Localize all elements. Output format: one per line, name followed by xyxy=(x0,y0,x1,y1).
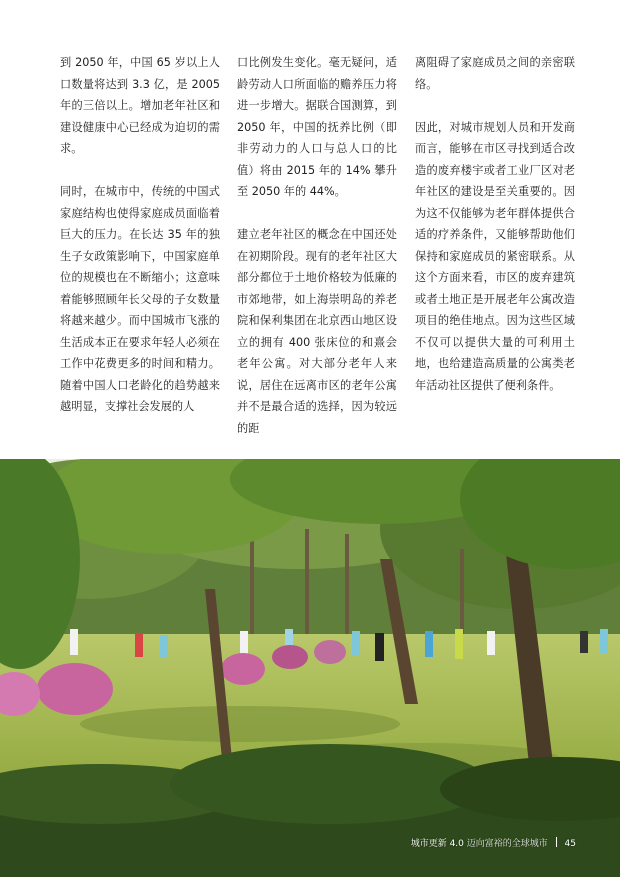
page-number: 45 xyxy=(564,839,576,849)
text-column-1 xyxy=(60,52,220,439)
paragraph: 因此，对城市规划人员和开发商而言，能够在市区寻找到适合改造的废弃楼宇或者工业厂区对老年社区的建设是至关重要的。因为这不仅能够为老年群体提供合适的疗养条件，又能够帮助他们保持和家庭成员的紧密联系。从这个方面来看，市区的废弃建筑或者土地正是开展老年公寓改造项目的绝佳地点。因为这些区域不仅可以提供大量的可利用土地，也给建造高质量的公寓类老年活动社区提供了便利条件。 xyxy=(415,120,575,392)
paragraph: 建立老年社区的概念在中国还处在初期阶段。现有的老年社区大部分都位于土地价格较为低廉的市郊地带，如上海崇明岛的养老院和保利集团在北京西山地区设立的拥有 400 张床位的和熹会老年公寓。对大部分老年人来说，居住在远离市区的老年公寓并不是最合适的选择，因为较远的距 xyxy=(237,228,397,435)
text-column-3 xyxy=(415,52,575,418)
paragraph: 同时，在城市中，传统的中国式家庭结构也使得家庭成员面临着巨大的压力。在长达 35 年的独生子女政策影响下，中国家庭单位的规模也在不断缩小；这意味着能够照顾年长父母的子女数量将越来越少。而中国城市飞涨的生活成本正在要求年轻人必须在工作中花费更多的时间和精力。随着中国人口老龄化的趋势越来越明显，支撑社会发展的人 xyxy=(60,185,220,413)
footer-divider xyxy=(556,837,557,847)
paragraph: 口比例发生变化。毫无疑问，适龄劳动人口所面临的赡养压力将进一步增大。据联合国测算，到 2050 年，中国的抚养比例（即非劳动力的人口与总人口的比值）将由 2015 年的 14% 攀升至 2050 年的 44%。 xyxy=(237,56,397,198)
footer-title: 城市更新 4.0 xyxy=(410,839,464,849)
paragraph: 到 2050 年，中国 65 岁以上人口数量将达到 3.3 亿，是 2005 年的三倍以上。增加老年社区和建设健康中心已经成为迫切的需求。 xyxy=(60,56,220,155)
park-photo xyxy=(0,459,620,877)
page-footer xyxy=(411,836,576,849)
footer-subtitle: 迈向富裕的全球城市 xyxy=(466,839,548,849)
park-scene-illustration xyxy=(0,459,620,877)
text-column-2 xyxy=(237,52,397,461)
paragraph: 离阻碍了家庭成员之间的亲密联络。 xyxy=(415,56,575,91)
